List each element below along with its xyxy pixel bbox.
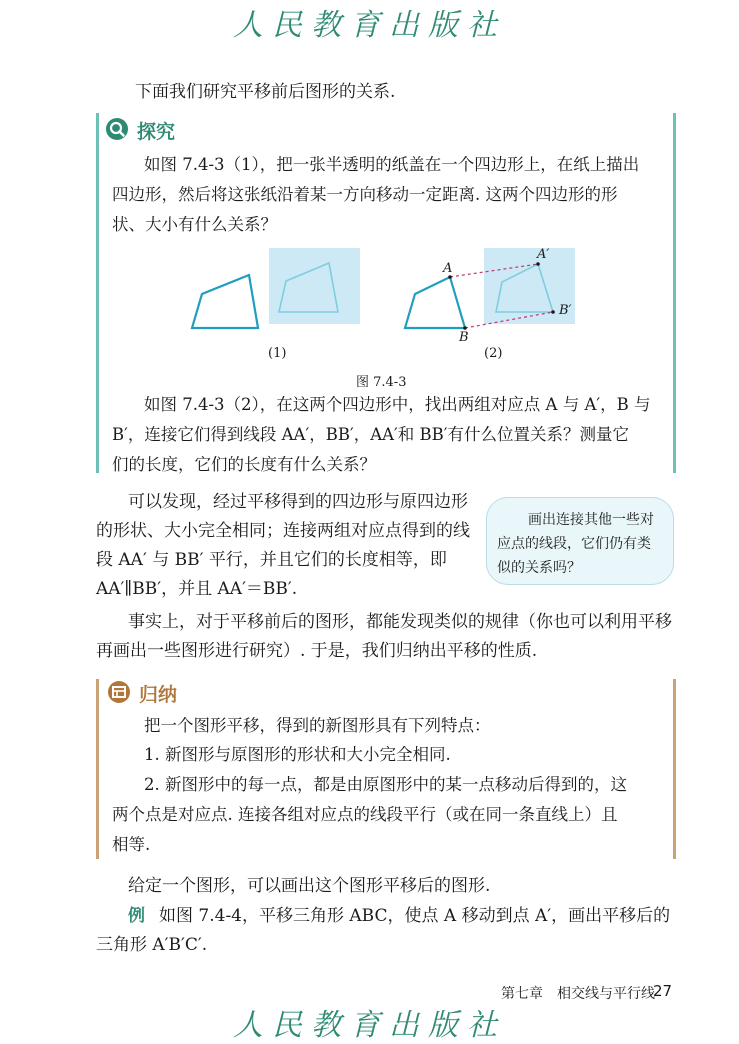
fact-line2: 再画出一些图形进行研究）. 于是，我们归纳出平移的性质. xyxy=(96,641,538,661)
summary-line1: 把一个图形平移，得到的新图形具有下列特点： xyxy=(144,716,491,735)
summary-icon xyxy=(107,680,131,704)
given-text: 给定一个图形，可以画出这个图形平移后的图形. xyxy=(128,876,491,896)
summary-title: 归纳 xyxy=(139,684,178,706)
explore-title: 探究 xyxy=(137,121,176,143)
footer-chapter: 第七章 相交线与平行线 xyxy=(501,986,655,1002)
cloud-line2: 应点的线段，它们仍有类 xyxy=(497,536,651,552)
summary-line5: 相等. xyxy=(112,835,151,854)
explore-p2-line2: B′，连接它们得到线段 AA′，BB′，AA′和 BB′有什么位置关系？测量它 xyxy=(112,425,630,444)
label-b-prime: B′ xyxy=(559,303,572,318)
finding-line1: 可以发现，经过平移得到的四边形与原四边形 xyxy=(128,492,468,512)
label-a-prime: A′ xyxy=(537,247,550,262)
intro-text: 下面我们研究平移前后图形的关系. xyxy=(135,82,396,102)
cloud-line1: 画出连接其他一些对 xyxy=(528,512,654,528)
publisher-banner-top: 人民教育出版社 xyxy=(233,8,506,43)
finding-line2: 的形状、大小完全相同；连接两组对应点得到的线 xyxy=(96,521,470,541)
figure-sub-1: (1) xyxy=(268,346,287,361)
explore-p2-line1: 如图 7.4-3（2），在这两个四边形中，找出两组对应点 A 与 A′，B 与 xyxy=(144,395,651,414)
summary-line3: 2. 新图形中的每一点，都是由原图形中的某一点移动后得到的，这 xyxy=(144,775,627,794)
label-b: B xyxy=(459,330,469,345)
finding-line4: AA′∥BB′，并且 AA′＝BB′. xyxy=(96,579,298,599)
explore-p1-line2: 四边形，然后将这张纸沿着某一方向移动一定距离. 这两个四边形的形 xyxy=(112,185,618,204)
quadrilateral-original-2 xyxy=(405,277,465,328)
explore-p1-line1: 如图 7.4-3（1），把一张半透明的纸盖在一个四边形上，在纸上描出 xyxy=(144,155,640,174)
label-a: A xyxy=(443,261,453,276)
cloud-line3: 似的关系吗？ xyxy=(497,560,581,576)
footer-page-number: 27 xyxy=(653,982,673,1000)
explore-p2-line3: 们的长度，它们的长度有什么关系？ xyxy=(112,455,376,474)
publisher-banner-bottom: 人民教育出版社 xyxy=(233,1008,506,1043)
summary-line2: 1. 新图形与原图形的形状和大小完全相同. xyxy=(144,745,451,764)
explore-icon xyxy=(105,117,129,141)
fact-line1: 事实上，对于平移前后的图形，都能发现类似的规律（你也可以利用平移 xyxy=(128,612,672,632)
point-b-prime xyxy=(551,310,555,314)
figure-caption: 图 7.4-3 xyxy=(356,375,407,390)
explore-p1-line3: 状、大小有什么关系？ xyxy=(112,215,277,234)
figure-sub-2: (2) xyxy=(484,346,503,361)
summary-line4: 两个点是对应点. 连接各组对应点的线段平行（或在同一条直线上）且 xyxy=(112,805,618,824)
figure-7-4-3 xyxy=(180,240,590,390)
example-line2: 三角形 A′B′C′. xyxy=(96,935,208,955)
point-a-prime xyxy=(536,262,540,266)
quadrilateral-original-1 xyxy=(192,275,258,328)
summary-box xyxy=(96,679,676,859)
example-label: 例 xyxy=(128,906,145,926)
finding-line3: 段 AA′ 与 BB′ 平行，并且它们的长度相等，即 xyxy=(96,550,447,570)
example-line1: 如图 7.4-4，平移三角形 ABC，使点 A 移动到点 A′，画出平移后的 xyxy=(159,906,671,926)
